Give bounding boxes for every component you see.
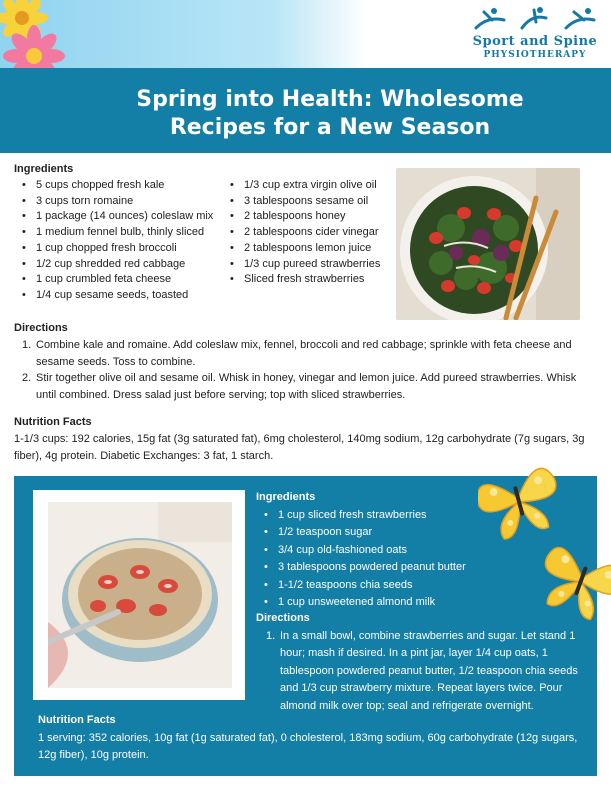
recipe1-ingredients-col1 xyxy=(16,178,213,304)
page-title xyxy=(80,86,580,142)
list-item: • 2 tablespoons lemon juice xyxy=(224,241,380,257)
list-item: • 1 package (14 ounces) coleslaw mix xyxy=(16,209,213,225)
list-item: • 5 cups chopped fresh kale xyxy=(16,178,213,194)
brand-name: Sport and Spine xyxy=(472,34,598,49)
list-item: • 1/2 cup shredded red cabbage xyxy=(16,257,213,273)
list-item: • 1/2 teaspoon sugar xyxy=(258,524,466,541)
step-text: Stir together olive oil and sesame oil. Whisk in honey, vinegar and lemon juice. Add pureed strawberries. Whisk until combined. Dress salad just before serving; top with sliced strawberries. xyxy=(36,372,577,401)
list-item: • 1-1/2 teaspoons chia seeds xyxy=(258,577,466,594)
list-item: • 1/4 cup sesame seeds, toasted xyxy=(16,288,213,304)
list-item: • 1 cup crumbled feta cheese xyxy=(16,272,213,288)
brand-logo xyxy=(462,4,608,68)
list-item xyxy=(14,337,584,370)
list-item: • 1 cup sliced fresh strawberries xyxy=(258,507,466,524)
recipe1-directions xyxy=(14,337,584,403)
list-item: • 3 cups torn romaine xyxy=(16,194,213,210)
recipe1-directions-heading: Directions xyxy=(14,322,68,334)
list-item: • 2 tablespoons cider vinegar xyxy=(224,225,380,241)
list-item: • 1 medium fennel bulb, thinly sliced xyxy=(16,225,213,241)
list-item: • 1 cup unsweetened almond milk xyxy=(258,594,466,611)
recipe2-ingredients-heading: Ingredients xyxy=(256,491,316,503)
list-item: • Sliced fresh strawberries xyxy=(224,272,380,288)
list-item xyxy=(258,628,580,715)
list-item: • 1 cup chopped fresh broccoli xyxy=(16,241,213,257)
recipe2-nutrition-text: 1 serving: 352 calories, 10g fat (1g saturated fat), 0 cholesterol, 183mg sodium, 60g carbohydrate (12g sugars, 12g fiber), 10g protein. xyxy=(38,732,578,761)
step-number: 2. xyxy=(22,372,32,384)
recipe1-ingredients-col2 xyxy=(224,178,380,288)
recipe1-nutrition-text: 1-1/3 cups: 192 calories, 15g fat (3g saturated fat), 6mg cholesterol, 140mg sodium, 12g carbohydrate (7g sugars, 3g fiber), 4g protein. Diabetic Exchanges: 3 fat, 1 starch. xyxy=(14,433,585,462)
list-item: • 3 tablespoons powdered peanut butter xyxy=(258,559,466,576)
recipe1-ingredients-heading: Ingredients xyxy=(14,163,74,175)
list-item: • 3 tablespoons sesame oil xyxy=(224,194,380,210)
step-text: In a small bowl, combine strawberries and sugar. Let stand 1 hour; mash if desired. In a pint jar, layer 1/4 cup oats, 1 tablespoon powdered peanut butter, 1/2 teaspoon chia seeds and 1/3 cup strawberry mixture. Repeat layers twice. Pour almond milk over top; seal and refrigerate overnight. xyxy=(280,630,578,712)
list-item: • 1/3 cup extra virgin olive oil xyxy=(224,178,380,194)
list-item xyxy=(14,370,584,403)
list-item: • 1/3 cup pureed strawberries xyxy=(224,257,380,273)
recipe2-ingredients xyxy=(258,507,466,611)
recipe2-directions xyxy=(258,628,580,715)
salad-photo xyxy=(396,168,580,320)
step-number: 1. xyxy=(266,630,276,642)
butterfly-decoration xyxy=(478,458,611,638)
athlete-figures-icon xyxy=(470,6,600,32)
recipe1-nutrition-heading: Nutrition Facts xyxy=(14,416,92,428)
page-title-line1: Spring into Health: Wholesome xyxy=(136,87,524,112)
step-text: Combine kale and romaine. Add coleslaw mix, fennel, broccoli and red cabbage; sprinkle with feta cheese and sesame seeds. Toss to combine. xyxy=(36,339,572,368)
list-item: • 2 tablespoons honey xyxy=(224,209,380,225)
step-number: 1. xyxy=(22,339,32,351)
recipe2-directions-heading: Directions xyxy=(256,612,310,624)
page-title-line2: Recipes for a New Season xyxy=(169,115,491,140)
list-item: • 3/4 cup old-fashioned oats xyxy=(258,542,466,559)
recipe2-nutrition-heading: Nutrition Facts xyxy=(38,714,116,726)
overnight-oats-photo xyxy=(48,502,232,688)
brand-subtitle: PHYSIOTHERAPY xyxy=(483,50,587,60)
